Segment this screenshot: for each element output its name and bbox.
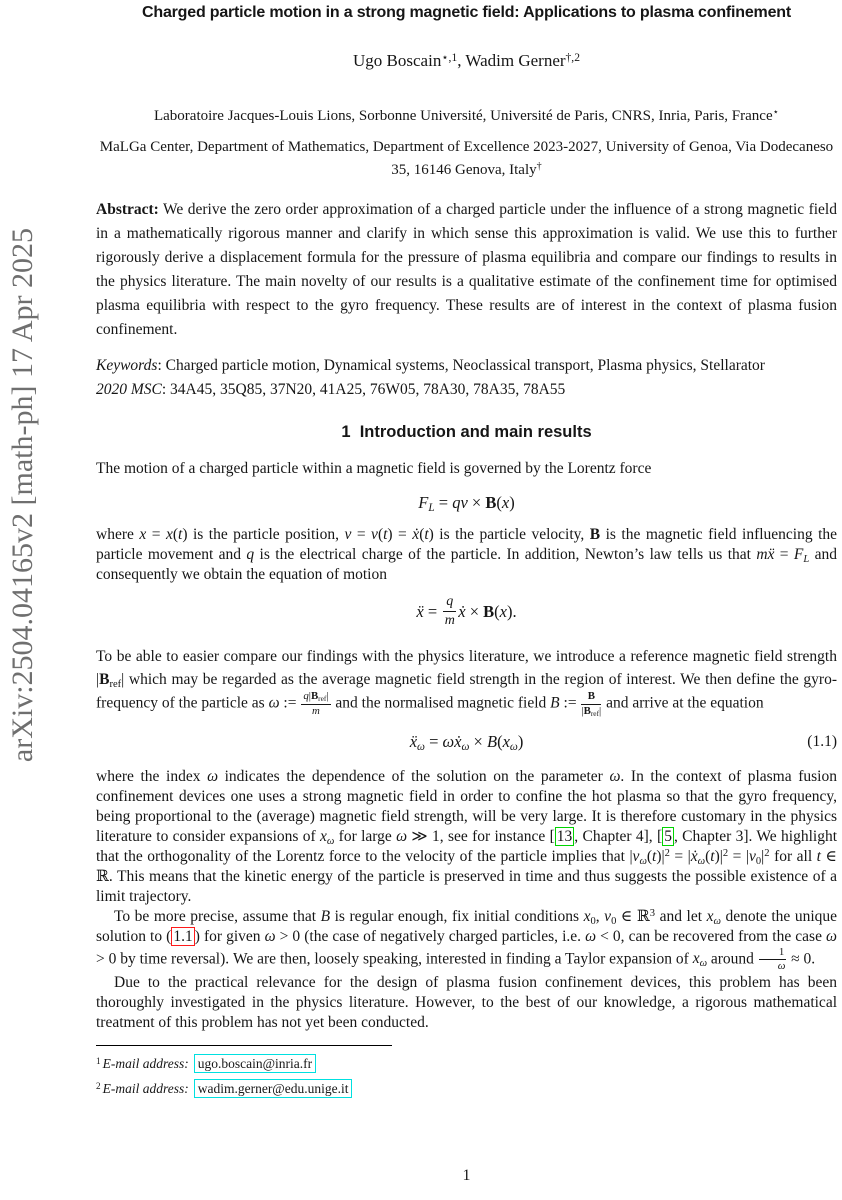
footnotes-block: [96, 1045, 837, 1101]
paragraph-definitions: where x = x(t) is the particle position, v = v(t) = ẋ(t) is the particle velocity, B is the magnetic field influencing the particle movement and q is the electrical charge of the particle. In addition, Newton’s law tells us that mẍ = $F_L$ and consequently we obtain the equation of motion: [96, 526, 838, 583]
email-link-boscain[interactable]: ugo.boscain@inria.fr: [194, 1054, 316, 1073]
email-link-gerner[interactable]: wadim.gerner@edu.unige.it: [194, 1079, 353, 1098]
msc-line: 2020 MSC: 34A45, 35Q85, 37N20, 41A25, 76W05, 78A30, 78A35, 78A55: [96, 381, 566, 398]
abstract-paragraph: Abstract: We derive the zero order approximation of a charged particle under the influence of a strong magnetic field in a mathematically rigorous manner and clarify in which sense this approximation is valid. We use this to further rigorously derive a displacement formula for the pressure of plasma equilibria and compare our findings to results in the physics literature. The main novelty of our results is a qualitative estimate of the confinement time for optimised plasma equilibria with respect to the gyro frequency. These results are of interest in the context of plasma fusion confinement.: [96, 201, 837, 338]
paper-title: Charged particle motion in a strong magnetic field: Applications to plasma confinement: [142, 4, 791, 21]
equation-body: ẍ$_\omega$ = ωẋ$_\omega$ × $B(x_\omega)$: [409, 732, 524, 754]
footnote-marker: 1: [96, 1055, 101, 1066]
paragraph-practical-relevance: Due to the practical relevance for the design of plasma fusion confinement devices, this problem has been thoroughly investigated in the physics literature. However, to the best of our knowledge, a rigorous mathematical treatment of this problem has not yet been conducted.: [96, 973, 837, 1031]
display-equation-lorentz-force: [96, 493, 837, 513]
page-number: 1: [462, 1167, 471, 1184]
footnote-label: E-mail address:: [102, 1080, 189, 1096]
equation-number: (1.1): [807, 733, 837, 750]
equation-body: ẍ = $\frac{q}{m}$ ẋ × B(x).: [416, 594, 517, 629]
footnote-rule: [96, 1045, 392, 1046]
footnote-marker: 2: [96, 1080, 101, 1091]
footnote-2: [96, 1076, 837, 1101]
affiliation-2: MaLGa Center, Department of Mathematics, Department of Excellence 2023-2027, University of Genoa, Via Dodecaneso 35, 16146 Genova, Italy†: [99, 139, 834, 178]
paragraph-omega-index: where the index ω indicates the dependence of the solution on the parameter ω. In the context of plasma fusion confinement devices one uses a strong magnetic field in order to confine the hot plasma so that the gyro frequency, being proportional to the (average) magnetic field strength, will be very large. It is therefore customary in the physics literature to consider expansions of $x_\omega$ for large ω ≫ 1, see for instance [ 13 , Chapter 4], [ 5 , Chapter 3]. We highlight that the orthogonality of the Lorentz force to the velocity of the particle implies that $|v_\omega(t)|^2$ = $|ẋ_\omega(t)|^2 = |v_0|^2$ for all t ∈ ℝ. This means that the kinetic energy of the particle is preserved in time and thus suggests the possible existence of a limit trajectory.: [96, 768, 838, 905]
display-equation-1-1: [96, 732, 837, 752]
paragraph-precise-setup: To be more precise, assume that B is regular enough, fix initial conditions $x_0$, $v_0$ ∈ ℝ$^3$ and let $x_\omega$ denote the unique solution to ( 1.1 ) for given ω > 0 (the case of negatively charged particles, i.e. ω < 0, can be recovered from the case ω > 0 by time reversal). We are then, loosely speaking, interested in finding a Taylor expansion of $x_\omega$ around $\frac{1}{\omega}$ ≈ 0.: [96, 908, 838, 973]
section-heading: 1 Introduction and main results: [341, 423, 592, 441]
equation-ref-1-1[interactable]: 1.1: [173, 928, 193, 945]
citation-13[interactable]: 13: [556, 828, 573, 845]
arxiv-watermark: arXiv:2504.04165v2 [math-ph] 17 Apr 2025: [6, 228, 39, 763]
keywords-line: Keywords: Charged particle motion, Dynamical systems, Neoclassical transport, Plasma physics, Stellarator: [96, 357, 765, 374]
affiliation-1: Laboratoire Jacques-Louis Lions, Sorbonne Université, Université de Paris, CNRS, Inria, Paris, France⋆: [153, 107, 779, 124]
footnote-1: [96, 1051, 837, 1076]
footnote-label: E-mail address:: [102, 1055, 189, 1071]
text-column: [96, 0, 837, 1101]
equation-body: $F_L$ = qv × B(x): [418, 493, 515, 515]
paragraph-gyro-frequency: To be able to easier compare our findings with the physics literature, we introduce a reference magnetic field strength $|B_{ref}|$ which may be regarded as the average magnetic field strength in the region of interest. We then define the gyro-frequency of the particle as ω := $q|B_{ref}|$ m and the normalised magnetic field B := B $|B_{ref}|$ and arrive at the equation: [96, 648, 837, 718]
display-equation-motion: [96, 596, 837, 631]
authors-line: Ugo Boscain$^{⋆,1}$, Wadim Gerner$^{\dagger,2}$: [353, 50, 580, 70]
paragraph-lorentz-intro: The motion of a charged particle within a magnetic field is governed by the Lorentz force: [96, 460, 652, 477]
citation-5[interactable]: 5: [664, 828, 672, 845]
